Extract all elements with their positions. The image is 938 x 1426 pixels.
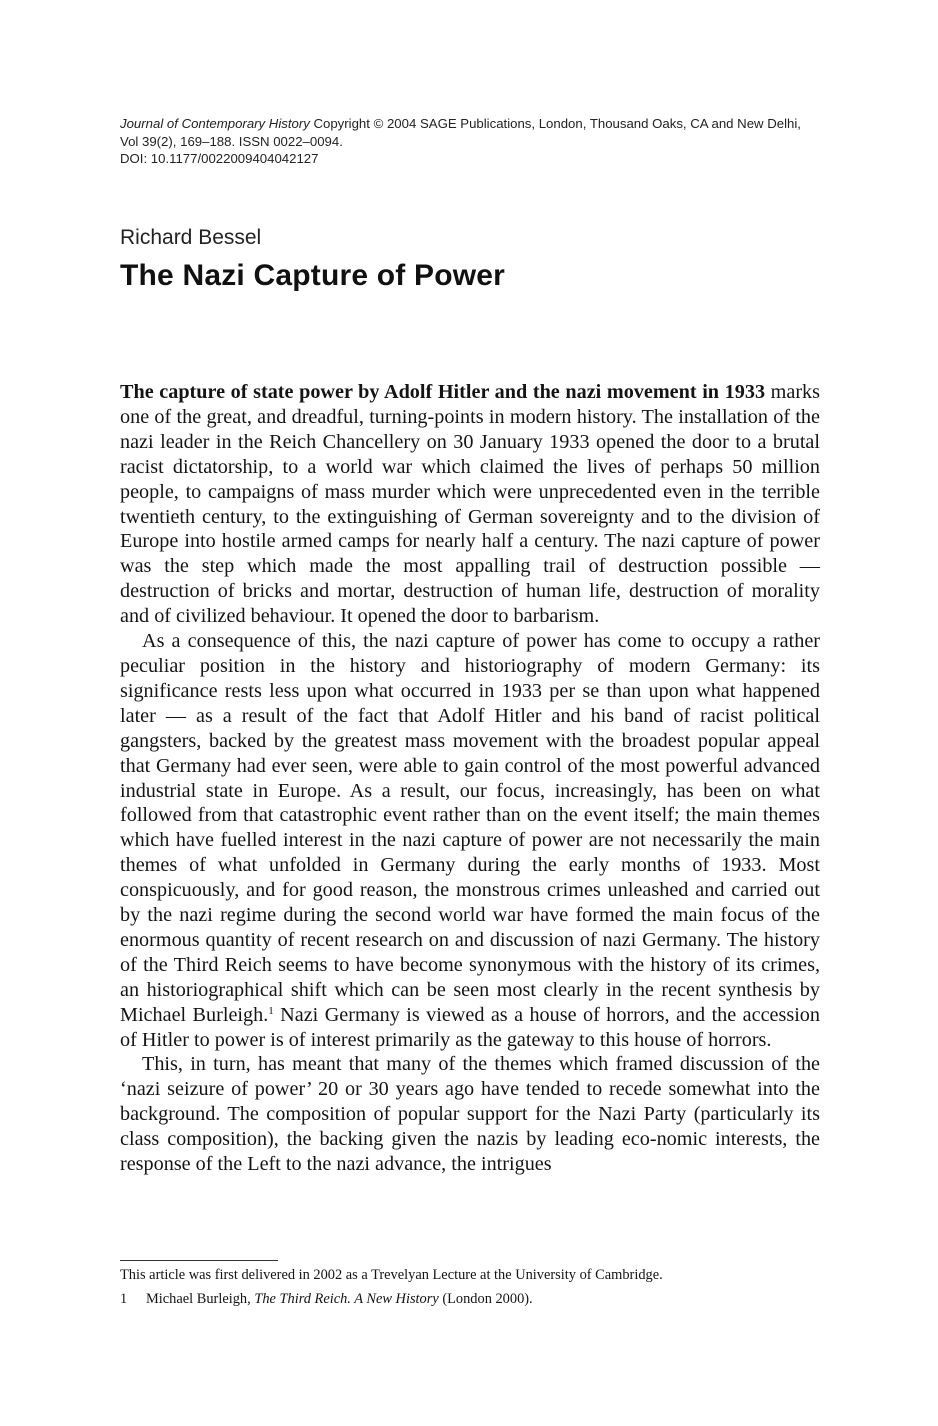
article-author: Richard Bessel [120, 226, 262, 249]
copyright-line: Copyright © 2004 SAGE Publications, London, Thousand Oaks, CA and New Delhi, Vol 39(2), 169–188. ISSN 0022–0094. [120, 116, 801, 149]
article-page [120, 0, 820, 1426]
journal-name: Journal of Contemporary History [120, 116, 310, 131]
footnote-1-number: 1 [120, 1291, 128, 1307]
footnote-1-publication: (London 2000). [438, 1291, 533, 1307]
paragraph-3-text: This, in turn, has meant that many of the themes which framed discussion of the ‘nazi seizure of power’ 20 or 30 years ago have tended to recede somewhat into the background. The composition of popular support for the Nazi Party (particularly its class composition), the backing given the nazis by leading eco-nomic interests, the response of the Left to the nazi advance, the intrigues [120, 1053, 820, 1176]
footnote-1 [120, 1290, 820, 1308]
paragraph-1 [120, 380, 820, 629]
paragraph-2 [120, 629, 820, 1052]
article-title: The Nazi Capture of Power [120, 259, 506, 292]
footnote-unnumbered: This article was first delivered in 2002 as a Trevelyan Lecture at the University of Cambridge. [120, 1267, 663, 1283]
paragraph-3 [120, 1052, 820, 1177]
paragraph-2-text-a: As a consequence of this, the nazi capture of power has come to occupy a rather peculiar position in the history and historiography of modern Germany: its significance rests less upon what occurred in 1933 per se than upon what happened later — as a result of the fact that Adolf Hitler and his band of racist political gangsters, backed by the greatest mass movement with the broadest popular appeal that Germany had ever seen, were able to gain control of the most powerful advanced industrial state in Europe. As a result, our focus, increasingly, has been on what followed from that catastrophic event rather than on the event itself; the main themes which have fuelled interest in the nazi capture of power are not necessarily the main themes of what unfolded in Germany during the early months of 1933. Most conspicuously, and for good reason, the monstrous crimes unleashed and carried out by the nazi regime during the second world war have formed the main focus of the enormous quantity of recent research on and discussion of nazi Germany. The history of the Third Reich seems to have become synonymous with the history of its crimes, an historiographical shift which can be seen most clearly in the recent synthesis by Michael Burleigh. [120, 630, 820, 1026]
article-body [120, 380, 820, 1177]
footnote-ref-1[interactable]: 1 [268, 1004, 274, 1017]
journal-citation-header [120, 115, 820, 168]
footnote-1-author: Michael Burleigh, [146, 1291, 255, 1307]
footnotes [120, 1266, 820, 1308]
paragraph-1-text: marks one of the great, and dreadful, turning-points in modern history. The installation of the nazi leader in the Reich Chancellery on 30 January 1933 opened the door to a brutal racist dictatorship, to a world war which claimed the lives of perhaps 50 million people, to campaigns of mass murder which were unprecedented even in the terrible twentieth century, to the extinguishing of German sovereignty and to the division of Europe into hostile armed camps for nearly half a century. The nazi capture of power was the step which made the most appalling trail of destruction possible — destruction of bricks and mortar, destruction of human life, destruction of morality and of civilized behaviour. It opened the door to barbarism. [120, 381, 821, 628]
doi-line: DOI: 10.1177/0022009404042127 [120, 151, 319, 166]
paragraph-2-text-b: Nazi Germany is viewed as a house of horrors, and the accession of Hitler to power is of interest primarily as the gateway to this house of horrors. [120, 1003, 820, 1051]
footnote-1-book-title: The Third Reich. A New History [254, 1291, 439, 1307]
opening-lead: The capture of state power by Adolf Hitler and the nazi movement in 1933 [120, 381, 766, 403]
footnote-divider [120, 1260, 278, 1261]
